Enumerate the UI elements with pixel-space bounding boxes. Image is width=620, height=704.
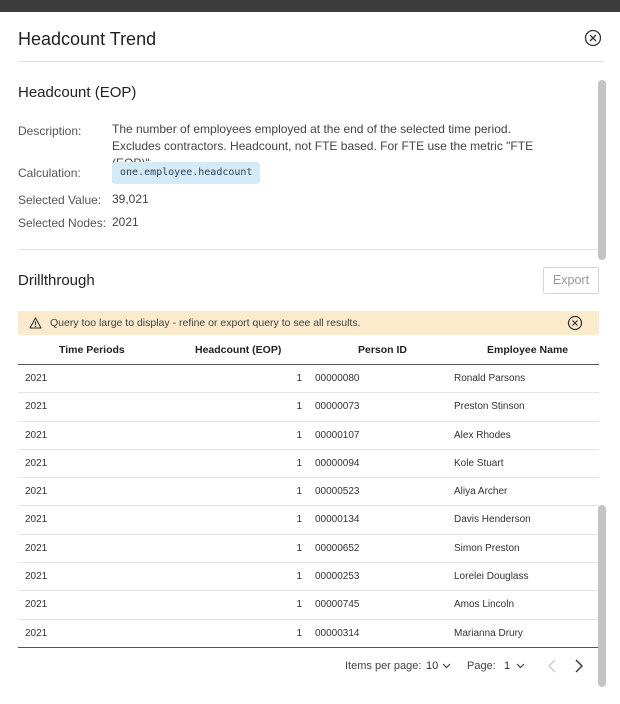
modal-title: Headcount Trend [18,29,157,49]
selected-nodes-label: Selected Nodes: [18,216,107,230]
cell-person-id: 00000253 [315,571,360,583]
cell-headcount: 1 [296,542,302,554]
calculation-label: Calculation: [18,166,81,180]
cell-employee-name: Davis Henderson [454,514,531,526]
cell-person-id: 00000523 [315,486,360,498]
warning-text: Query too large to display - refine or export query to see all results. [50,317,361,329]
cell-person-id: 00000073 [315,401,360,413]
table-row[interactable] [18,506,599,534]
table-row[interactable] [18,393,599,421]
items-per-page-select[interactable] [426,660,451,672]
cell-employee-name: Ronald Parsons [454,373,526,384]
description-text: The number of employees employed at the end of the selected time period. Excludes contractors. Headcount, not FTE based. For FTE use the metric "FTE [112,122,534,153]
table-row[interactable] [18,422,599,450]
cell-employee-name: Marianna Drury [454,627,523,639]
cell-headcount: 1 [296,429,302,441]
cell-headcount: 1 [296,457,302,469]
page-label: Page: [467,660,496,672]
scrollbar-thumb[interactable] [598,505,606,687]
page-value: 1 [504,660,511,672]
cell-time-period: 2021 [25,599,48,611]
selected-nodes: 2021 [112,215,139,229]
page-select[interactable] [504,660,525,672]
warning-banner [18,311,599,335]
cell-employee-name: Aliya Archer [454,486,508,498]
cell-person-id: 00000107 [315,429,360,441]
table-row[interactable] [18,450,599,478]
prev-page-icon[interactable] [544,657,560,675]
calculation-chip: one.employee.headcount [112,162,260,184]
table-row[interactable] [18,365,599,393]
next-page-icon[interactable] [571,657,587,675]
close-icon[interactable] [584,29,602,47]
cell-headcount: 1 [296,514,302,526]
cell-time-period: 2021 [25,514,48,526]
export-button[interactable]: Export [543,267,599,294]
cell-headcount: 1 [296,486,302,498]
cell-person-id: 00000314 [315,627,360,639]
cell-time-period: 2021 [25,429,48,441]
col-headcount[interactable]: Headcount (EOP) [195,344,282,356]
table-row[interactable] [18,478,599,506]
table-header [18,337,599,365]
cell-employee-name: Kole Stuart [454,457,504,469]
cell-headcount: 1 [296,401,302,413]
cell-headcount: 1 [296,599,302,611]
cell-employee-name: Simon Preston [454,542,520,554]
header-divider [18,61,604,62]
items-per-page-label: Items per page: [345,660,422,672]
selected-value-label: Selected Value: [18,193,102,207]
cell-headcount: 1 [296,571,302,583]
items-per-page-value: 10 [426,660,439,672]
cell-employee-name: Alex Rhodes [454,429,511,441]
cell-person-id: 00000652 [315,542,360,554]
table-row[interactable] [18,591,599,619]
chevron-down-icon [516,660,525,672]
cell-time-period: 2021 [25,571,48,583]
description-label: Description: [18,124,82,138]
cell-employee-name: Lorelei Douglass [454,571,529,583]
cell-employee-name: Preston Stinson [454,401,525,413]
outer-scrollbar-thumb[interactable] [598,80,606,260]
table-row[interactable] [18,620,599,648]
drillthrough-table [18,337,599,648]
col-person-id[interactable]: Person ID [358,344,408,356]
cell-time-period: 2021 [25,627,48,639]
metric-title: Headcount (EOP) [18,84,137,101]
cell-headcount: 1 [296,627,302,639]
cell-employee-name: Amos Lincoln [454,599,515,611]
chevron-down-icon [442,660,451,672]
cell-person-id: 00000134 [315,514,360,526]
top-bar [0,0,620,12]
cell-time-period: 2021 [25,373,48,384]
col-employee-name[interactable]: Employee Name [487,344,569,356]
cell-time-period: 2021 [25,542,48,554]
close-warning-icon[interactable] [567,315,583,331]
selected-value: 39,021 [112,192,149,206]
cell-person-id: 00000094 [315,457,360,469]
table-row[interactable] [18,563,599,591]
table-body [18,365,599,648]
cell-person-id: 00000745 [315,599,360,611]
warning-triangle-icon [29,316,42,334]
cell-time-period: 2021 [25,457,48,469]
cell-time-period: 2021 [25,401,48,413]
section-divider [18,249,604,250]
table-row[interactable] [18,535,599,563]
cell-time-period: 2021 [25,486,48,498]
col-time-periods[interactable]: Time Periods [59,344,125,356]
cell-headcount: 1 [296,373,302,384]
drillthrough-title: Drillthrough [18,272,95,289]
cell-person-id: 00000080 [315,373,360,384]
